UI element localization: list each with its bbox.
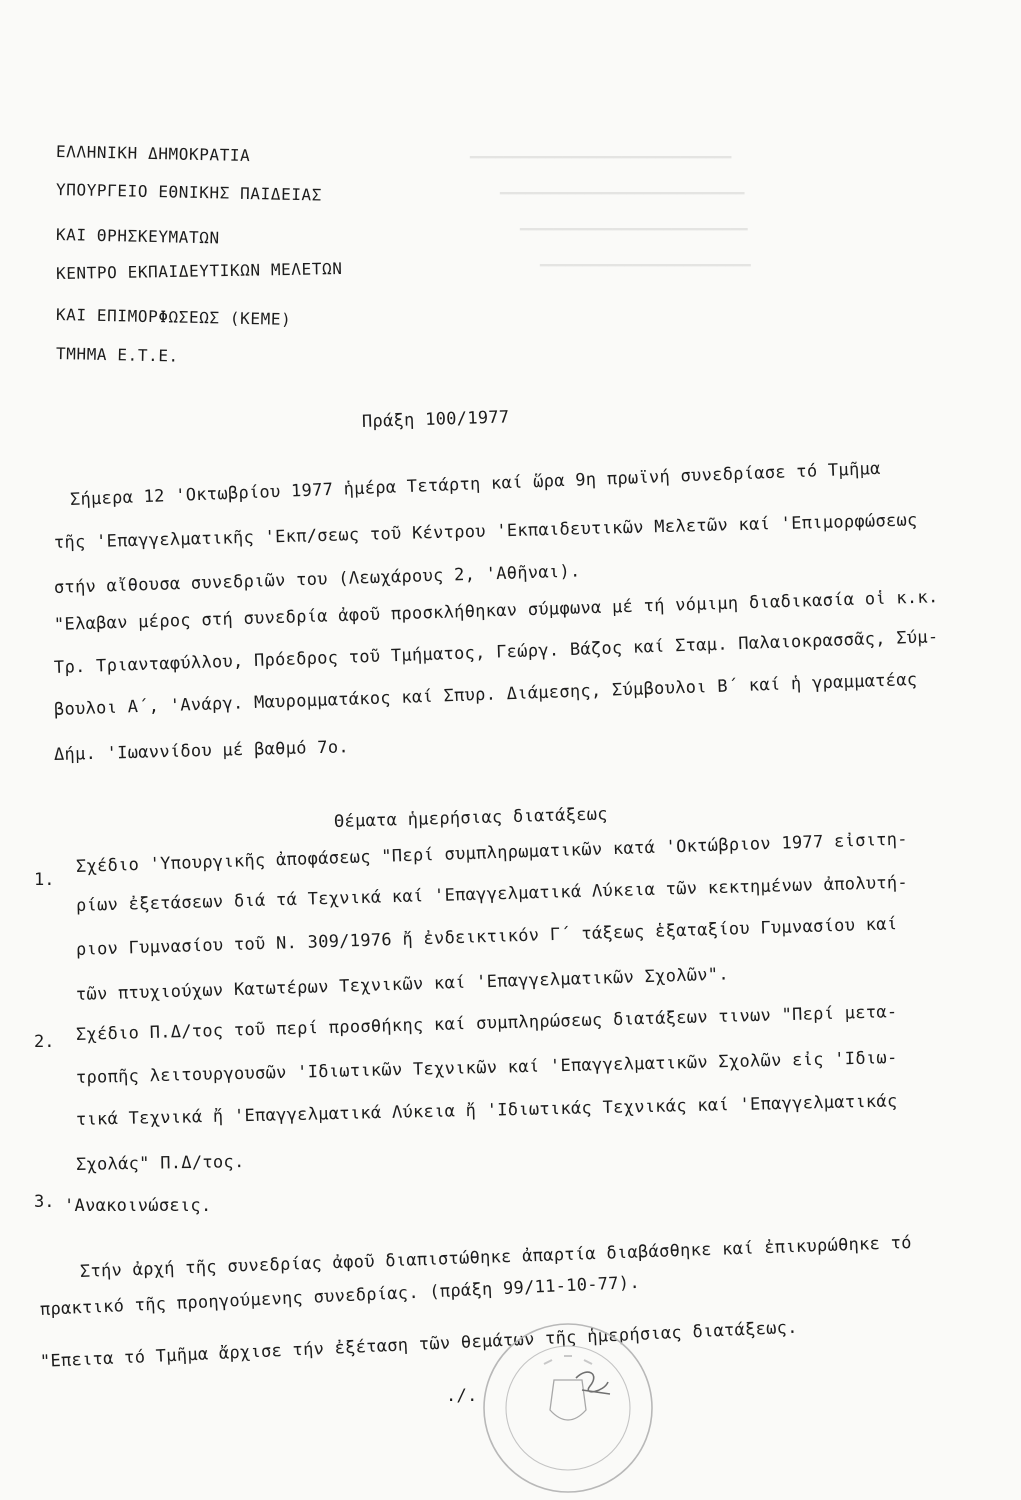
- agenda-item-line: ριον Γυμνασίου τοῦ Ν. 309/1976 ἤ ἐνδεικτικόν Γ΄ τάξεως ἑξαταξίου Γυμνασίου καί: [75, 914, 898, 960]
- intro-line: Δήμ. 'Ιωαννίδου μέ βαθμό 7ο.: [53, 737, 350, 765]
- coat-of-arms-icon: [550, 1380, 586, 1420]
- agenda-item-line: 'Ανακοινώσεις.: [64, 1196, 212, 1216]
- agenda-item-line: τροπῆς λειτουργουσῶν 'Ιδιωτικῶν Τεχνικῶν καί 'Επαγγελματικῶν Σχολῶν εἰς 'Ιδιω-: [75, 1047, 898, 1088]
- bleed-through-texture: ━━━━━━━━━━━━━━━━━━━━━━━━━━━: [520, 222, 748, 238]
- letterhead-line: ΥΠΟΥΡΓΕΙΟ ΕΘΝΙΚΗΣ ΠΑΙΔΕΙΑΣ: [55, 180, 323, 205]
- signature-icon: [576, 1372, 610, 1394]
- intro-line: βουλοι Α΄, 'Ανάργ. Μαυρομματάκος καί Σπυρ. Διάμεσης, Σύμβουλοι Β΄ καί ἡ γραμματέας: [53, 669, 918, 720]
- bleed-through-texture: ━━━━━━━━━━━━━━━━━━━━━━━━━━━━━━━: [470, 150, 732, 166]
- continuation-mark: ./.: [446, 1386, 478, 1406]
- letterhead-line: ΚΕΝΤΡΟ ΕΚΠΑΙΔΕΥΤΙΚΩΝ ΜΕΛΕΤΩΝ: [55, 259, 343, 283]
- agenda-item-line: Σχέδιο Π.Δ/τος τοῦ περί προσθήκης καί συμπληρώσεως διατάξεων τινων "Περί μετα-: [75, 1002, 898, 1045]
- intro-line: Τρ. Τριανταφύλλου, Πρόεδρος τοῦ Τμήματος, Γεώργ. Βάζος καί Σταμ. Παλαιοκρασσᾶς, Σύμ-: [53, 627, 939, 678]
- agenda-heading: Θέματα ἡμερήσιας διατάξεως: [333, 804, 609, 832]
- letterhead-line: ΚΑΙ ΘΡΗΣΚΕΥΜΑΤΩΝ: [55, 225, 220, 248]
- official-seal: [478, 1318, 658, 1498]
- bleed-through-texture: ━━━━━━━━━━━━━━━━━━━━━━━━━: [540, 258, 751, 274]
- agenda-item-number: 3.: [34, 1192, 55, 1212]
- agenda-item-number: 1.: [34, 870, 55, 890]
- agenda-item-line: Σχέδιο 'Υπουργικῆς ἀποφάσεως "Περί συμπληρωματικῶν κατά 'Οκτώβριον 1977 εἰσιτη-: [75, 829, 909, 877]
- letterhead-line: ΕΛΛΗΝΙΚΗ ΔΗΜΟΚΡΑΤΙΑ: [55, 142, 251, 166]
- agenda-item-line: τῶν πτυχιούχων Κατωτέρων Τεχνικῶν καί 'Επαγγελματικῶν Σχολῶν".: [75, 964, 730, 1005]
- document-title: Πράξη 100/1977: [361, 407, 510, 432]
- intro-line: "Ελαβαν μέρος στή συνεδρία ἀφοῦ προσκλήθηκαν σύμφωνα μέ τή νόμιμη διαδικασία οἱ κ.κ.: [53, 587, 939, 635]
- closing-line: πρακτικό τῆς προηγούμενης συνεδρίας. (πράξη 99/11-10-77).: [39, 1272, 641, 1320]
- agenda-item-line: τικά Τεχνικά ἤ 'Επαγγελματικά Λύκεια ἤ 'Ιδιωτικάς Τεχνικάς καί 'Επαγγελματικάς: [75, 1091, 898, 1130]
- seal-inner-ring: [506, 1346, 630, 1470]
- seal-outer-ring: [484, 1324, 652, 1492]
- intro-line: τῆς 'Επαγγελματικῆς 'Εκπ/σεως τοῦ Κέντρου 'Εκπαιδευτικῶν Μελετῶν καί 'Επιμορφώσεως: [53, 510, 918, 553]
- closing-line: "Επειτα τό Τμῆμα ἄρχισε τήν ἐξέταση τῶν θεμάτων τῆς ἡμερήσιας διατάξεως.: [39, 1317, 799, 1372]
- agenda-item-number: 2.: [34, 1032, 55, 1052]
- intro-line: Σήμερα 12 'Οκτωβρίου 1977 ἡμέρα Τετάρτη καί ὥρα 9η πρωϊνή συνεδρίασε τό Τμῆμα: [69, 458, 881, 510]
- bleed-through-texture: ━━━━━━━━━━━━━━━━━━━━━━━━━━━━━: [500, 186, 745, 202]
- agenda-item-line: ρίων ἐξετάσεων διά τά Τεχνικά καί 'Επαγγελματικά Λύκεια τῶν κεκτημένων ἀπολυτή-: [75, 872, 909, 916]
- letterhead-line: ΚΑΙ ΕΠΙΜΟΡΦΩΣΕΩΣ (ΚΕΜΕ): [55, 305, 292, 329]
- letterhead-line: ΤΜΗΜΑ Ε.Τ.Ε.: [55, 344, 179, 366]
- closing-line: Στήν ἀρχή τῆς συνεδρίας ἀφοῦ διαπιστώθηκε ἀπαρτία διαβάσθηκε καί ἐπικυρώθηκε τό: [79, 1232, 913, 1282]
- intro-line: στήν αἴθουσα συνεδριῶν του (Λεωχάρους 2, 'Αθῆναι).: [53, 561, 581, 598]
- seal-lettering-icon: [544, 1356, 592, 1364]
- agenda-item-line: Σχολάς" Π.Δ/τος.: [75, 1152, 245, 1175]
